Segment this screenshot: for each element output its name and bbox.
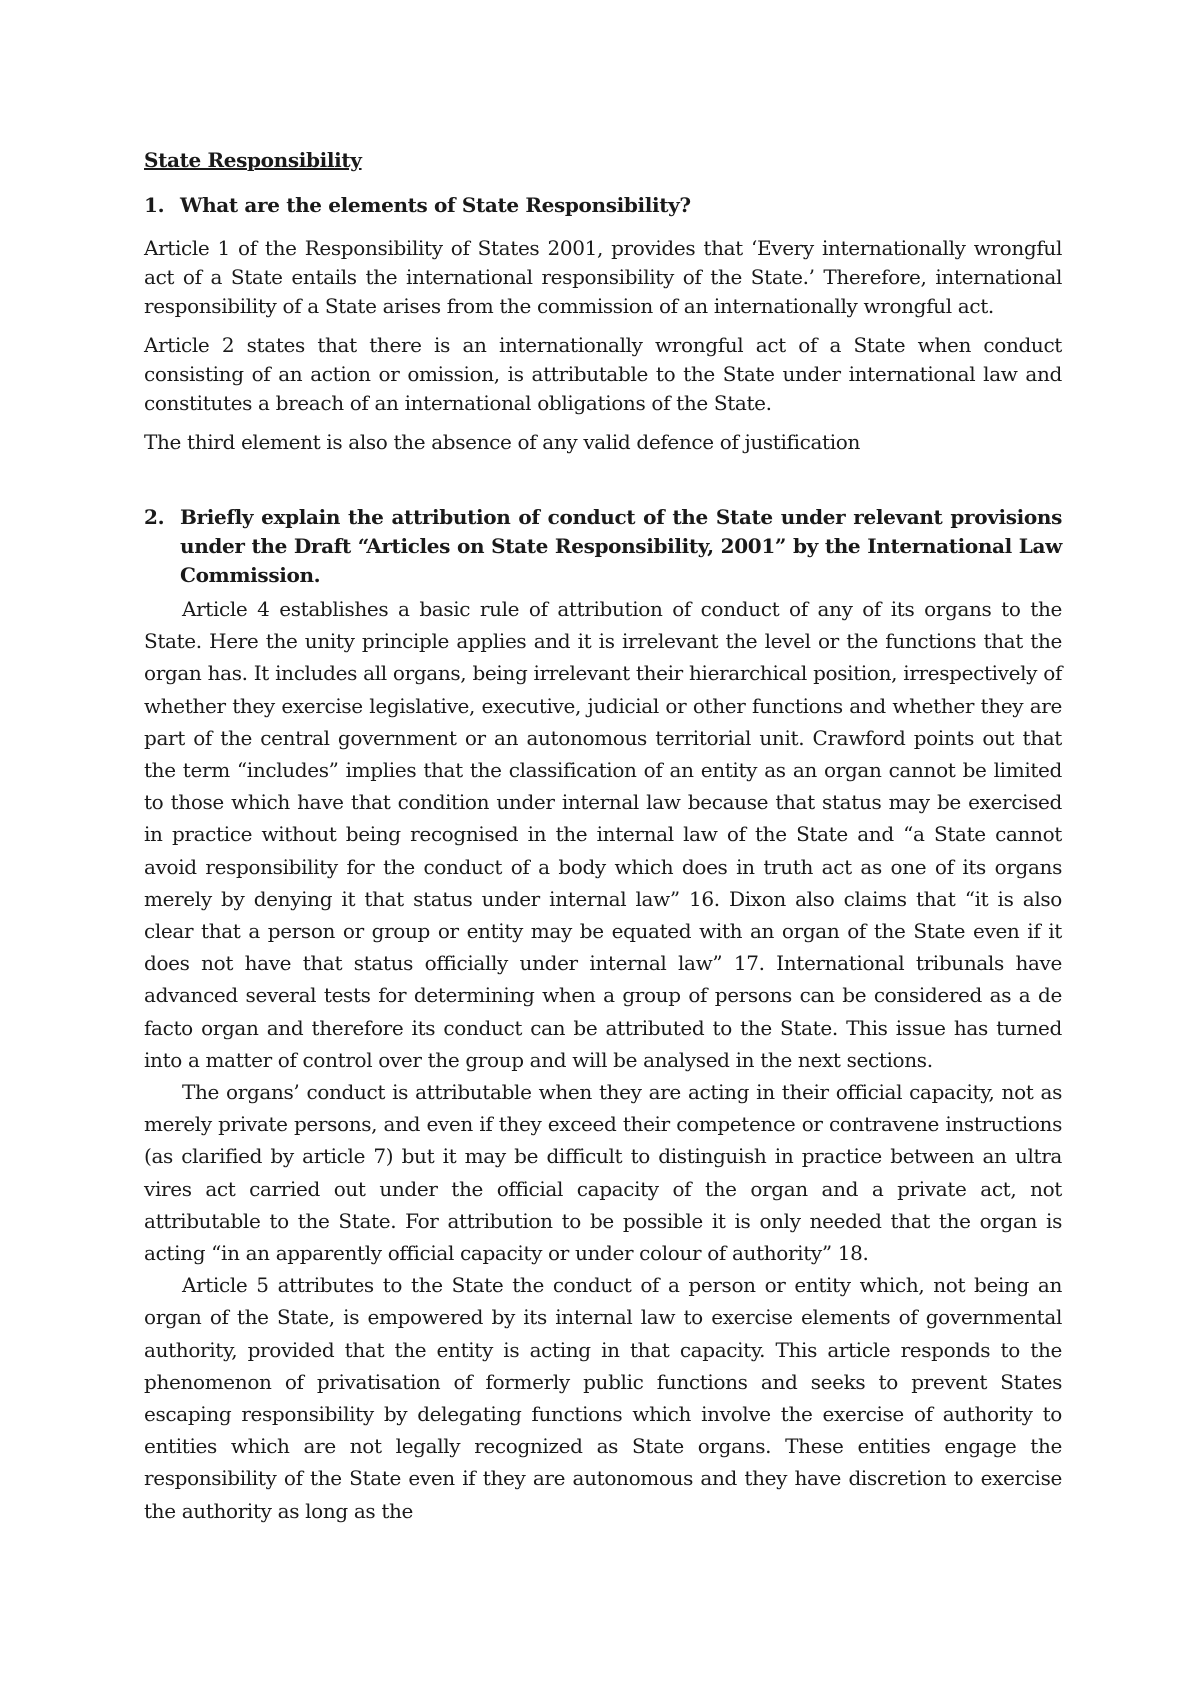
answer-1-paragraph-1: Article 1 of the Responsibility of States 2001, provides that ‘Every internationally wrongful act of a State entails the international responsibility of the State.’ Therefore, international responsibility of a State arises from the commission of an internationally wrongful act. [144,236,1062,318]
question-2-heading [144,503,1062,590]
question-2-text: Briefly explain the attribution of conduct of the State under relevant provisions under the Draft “Articles on State Responsibility, 2001” by the International Law Commission. [180,505,1062,587]
answer-2-paragraph-2: The organs’ conduct is attributable when they are acting in their official capacity, not as merely private persons, and even if they exceed their competence or contravene instructions (as clarified by article 7) but it may be difficult to distinguish in practice between an ultra vires act carried out under the official capacity of the organ and a private act, not attributable to the State. For attribution to be possible it is only needed that the organ is acting “in an apparently official capacity or under colour of authority” 18. [144,1080,1062,1266]
question-1-text: What are the elements of State Responsibility? [180,193,691,217]
question-1-number: 1. [144,193,165,217]
answer-2-paragraph-1: Article 4 establishes a basic rule of attribution of conduct of any of its organs to the State. Here the unity principle applies and it is irrelevant the level or the functions that the organ has. It includes all organs, being irrelevant their hierarchical position, irrespectively of whether they exercise legislative, executive, judicial or other functions and whether they are part of the central government or an autonomous territorial unit. Crawford points out that the term “includes” implies that the classification of an entity as an organ cannot be limited to those which have that condition under internal law because that status may be exercised in practice without being recognised in the internal law of the State and “a State cannot avoid responsibility for the conduct of a body which does in truth act as one of its organs merely by denying it that status under internal law” 16. Dixon also claims that “it is also clear that a person or group or entity may be equated with an organ of the State even if it does not have that status officially under internal law” 17. International tribunals have advanced several tests for determining when a group of persons can be considered as a de facto organ and therefore its conduct can be attributed to the State. This issue has turned into a matter of control over the group and will be analysed in the next sections. [144,597,1062,1072]
question-1-heading [144,191,1062,220]
answer-1-paragraph-2: Article 2 states that there is an internationally wrongful act of a State when conduct consisting of an action or omission, is attributable to the State under international law and constitutes a breach of an international obligations of the State. [144,333,1062,415]
answer-2-paragraph-3: Article 5 attributes to the State the conduct of a person or entity which, not being an organ of the State, is empowered by its internal law to exercise elements of governmental authority, provided that the entity is acting in that capacity. This article responds to the phenomenon of privatisation of formerly public functions and seeks to prevent States escaping responsibility by delegating functions which involve the exercise of authority to entities which are not legally recognized as State organs. These entities engage the responsibility of the State even if they are autonomous and they have discretion to exercise the authority as long as the [144,1273,1062,1523]
question-2-number: 2. [144,505,165,529]
document-title: State Responsibility [144,148,362,172]
answer-1-paragraph-3: The third element is also the absence of any valid defence of justification [144,430,861,454]
document-content [144,146,1062,1527]
